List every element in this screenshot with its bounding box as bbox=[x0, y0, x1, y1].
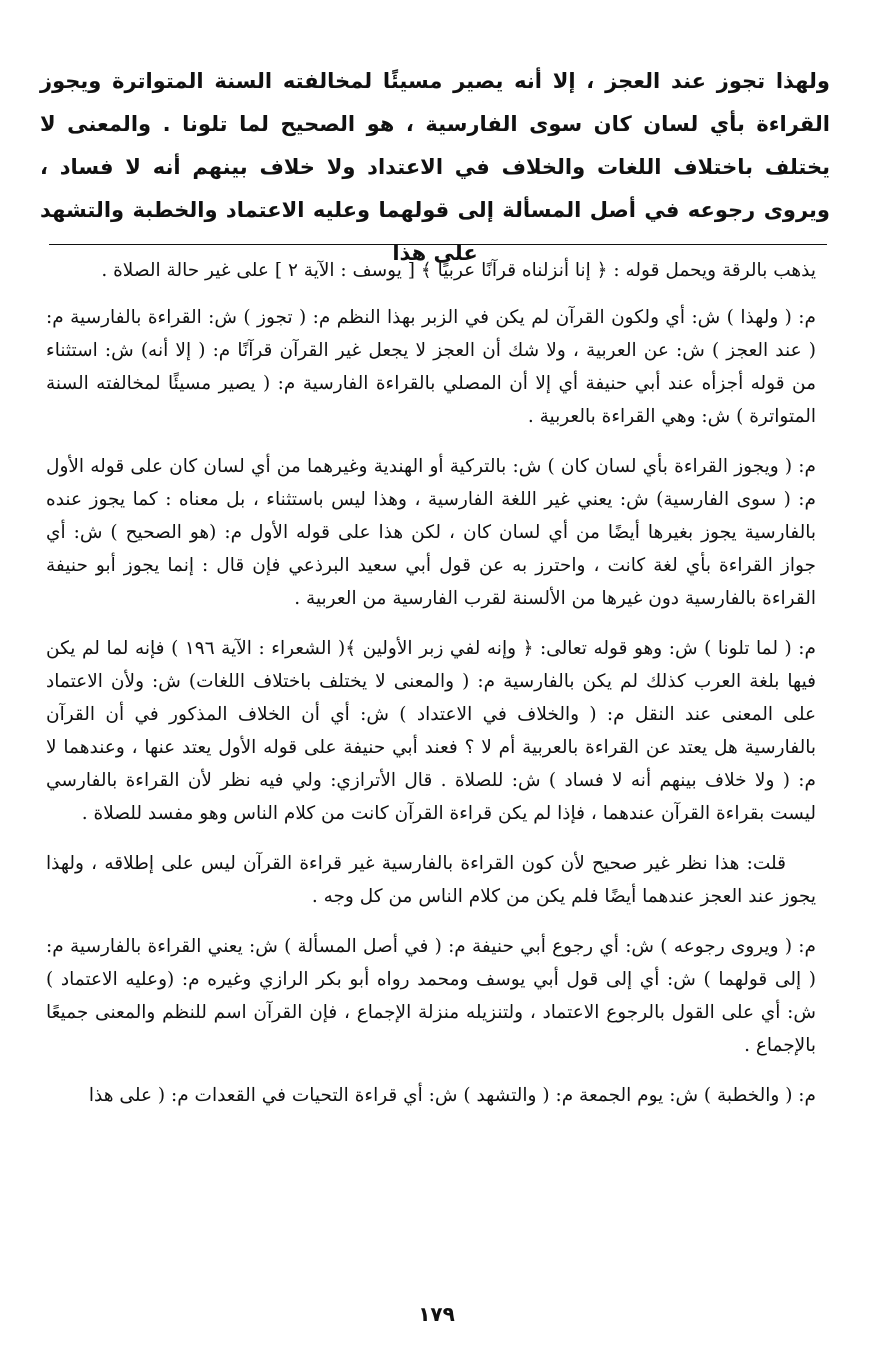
matn-block bbox=[40, 60, 830, 275]
matn-text: ولهذا تجوز عند العجز ، إلا أنه يصير مسيئًا لمخالفته السنة المتواترة ويجوز القراءة بأي لسان كان سوى الفارسية ، هو الصحيح لما تلونا . والمعنى لا يختلف باختلاف اللغات والخلاف في الاعتداد ولا خلاف بينهم أنه لا فساد ، ويروى رجوعه في أصل المسألة إلى قولهما وعليه الاعتماد والخطبة والتشهد على هذا bbox=[40, 69, 830, 265]
commentary-paragraph: م: ( والخطبة ) ش: يوم الجمعة م: ( والتشهد ) ش: أي قراءة التحيات في القعدات م: ( على هذا bbox=[88, 1085, 816, 1106]
footnote-divider bbox=[49, 244, 827, 245]
commentary-paragraph: يذهب بالرقة ويحمل قوله : ﴿ إنا أنزلناه قرآنًا عربيًا ﴾ [ يوسف : الآية ٢ ] على غير حالة الصلاة . bbox=[101, 260, 816, 281]
commentary-block bbox=[46, 254, 816, 1129]
commentary-paragraph: قلت: هذا نظر غير صحيح لأن كون القراءة بالفارسية غير قراءة القرآن ليس على إطلاقه ، ولهذا يجوز عند العجز عندهما أيضًا فلم يكن من كلام الناس من كل وجه . bbox=[46, 853, 816, 907]
commentary-paragraph: م: ( لما تلونا ) ش: وهو قوله تعالى: ﴿ وإنه لفي زبر الأولين ﴾( الشعراء : الآية ١٩٦ ) فإنه لما لم يكن فيها بلغة العرب كذلك لم يكن بالفارسية م: ( والمعنى لا يختلف باختلاف اللغات) ش: ولأن الاعتماد على المعنى عند النقل م: ( والخلاف في الاعتداد ) ش: أي أن الخلاف المذكور في أن القرآن بالفارسية هل يعتد عن القراءة بالعربية أم لا ؟ فعند أبي حنيفة على قوله الأول يعتد عنها ، وعندهما لا م: ( ولا خلاف بينهم أنه لا فساد ) ش: للصلاة . قال الأترازي: ولي فيه نظر لأن القراءة بالفارسي ليست بقراءة القرآن عندهما ، فإذا لم يكن قراءة القرآن كانت من كلام الناس وهو مفسد للصلاة . bbox=[46, 638, 816, 824]
commentary-paragraph: م: ( ولهذا ) ش: أي ولكون القرآن لم يكن في الزبر بهذا النظم م: ( تجوز ) ش: القراءة بالفارسية م: ( عند العجز ) ش: عن العربية ، ولا شك أن العجز لا يجعل غير القرآن قرآنًا م: ( إلا أنه) ش: استثناء من قوله أجزأه عند أبي حنيفة أي إلا أن المصلي بالقراءة الفارسية م: ( يصير مسيئًا لمخالفته السنة المتواترة ) ش: وهي القراءة بالعربية . bbox=[46, 307, 816, 427]
commentary-paragraph: م: ( ويجوز القراءة بأي لسان كان ) ش: بالتركية أو الهندية وغيرهما من أي لسان كان على قوله الأول م: ( سوى الفارسية) ش: يعني غير اللغة الفارسية ، وهذا ليس باستثناء ، بل معناه : كما يجوز عنده بالفارسية يجوز بغيرها أيضًا من أي لسان كان ، لكن هذا على قوله الأول م: (هو الصحيح ) ش: أي جواز القراءة بأي لغة كانت ، واحترز به عن قول أبي سعيد البرذعي فإن قال : إنما يجوز أبو حنيفة القراءة بالفارسية دون غيرها من الألسنة لقرب الفارسية من العربية . bbox=[46, 456, 816, 609]
commentary-paragraph: م: ( ويروى رجوعه ) ش: أي رجوع أبي حنيفة م: ( في أصل المسألة ) ش: يعني القراءة بالفارسية م: ( إلى قولهما ) ش: أي إلى قول أبي يوسف ومحمد رواه أبو بكر الرازي وغيره م: (وعليه الاعتماد ) ش: أي على القول بالرجوع الاعتماد ، ولتنزيله منزلة الإجماع ، فإن القرآن اسم للنظم والمعنى جميعًا بالإجماع . bbox=[46, 936, 816, 1056]
page-number: ١٧٩ bbox=[418, 1302, 455, 1326]
